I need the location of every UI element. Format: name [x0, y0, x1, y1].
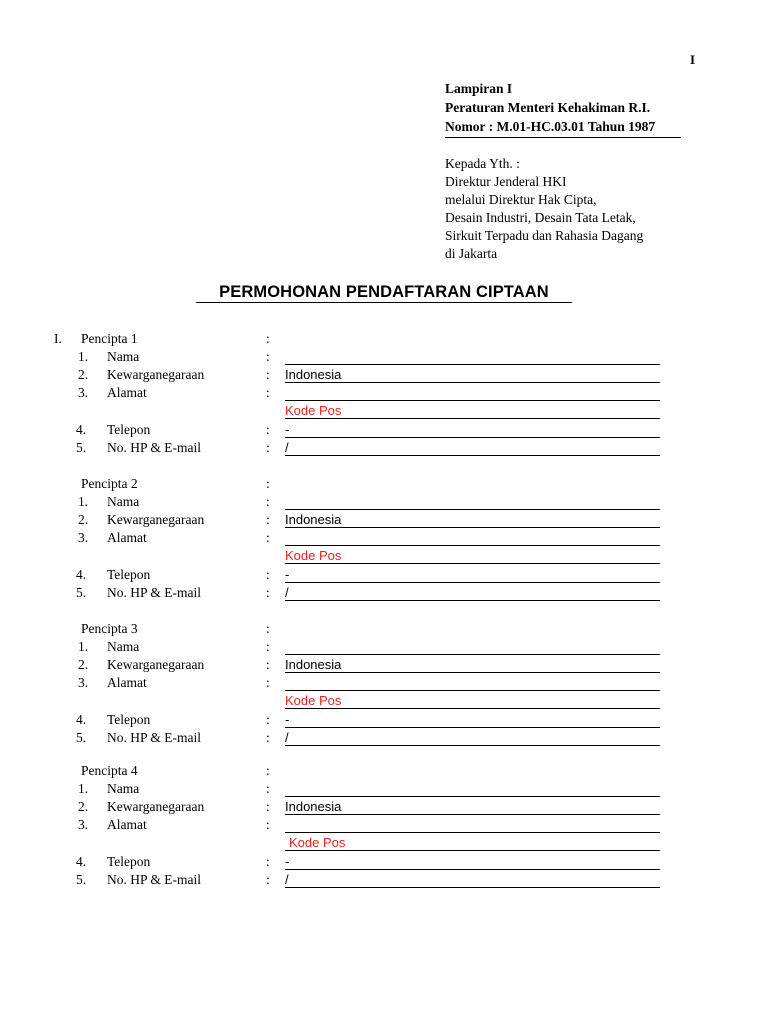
field-label: Alamat [107, 385, 147, 401]
page-number: I [690, 52, 696, 67]
field-number: 2. [78, 799, 89, 815]
colon: : [266, 763, 270, 778]
kepada-line-6: di Jakarta [445, 246, 498, 261]
pencipta-heading: Pencipta 2 [81, 476, 138, 491]
field-number: 1. [78, 494, 89, 510]
field-underline[interactable] [285, 814, 660, 815]
colon: : [266, 621, 270, 636]
field-label: Telepon [107, 853, 151, 869]
field-value: / [285, 729, 289, 745]
field-underline[interactable] [285, 418, 660, 419]
field-label: Nama [107, 494, 140, 510]
lampiran-divider [445, 137, 681, 138]
field-label: Telepon [107, 566, 151, 582]
colon: : [266, 331, 270, 346]
field-number: 3. [78, 385, 89, 401]
kode-pos-label: Kode Pos [285, 693, 342, 709]
field-value: / [285, 584, 289, 600]
colon: : [266, 349, 270, 365]
field-underline[interactable] [285, 437, 660, 438]
colon: : [266, 476, 270, 491]
field-number: 2. [78, 657, 89, 673]
field-label: Alamat [107, 817, 147, 833]
field-underline[interactable] [285, 708, 660, 709]
field-number: 1. [78, 639, 89, 655]
kepada-line-4: Desain Industri, Desain Tata Letak, [445, 210, 636, 225]
pencipta-heading: Pencipta 4 [81, 763, 138, 778]
colon: : [266, 853, 270, 869]
field-number: 5. [76, 871, 87, 887]
kepada-line-1: Kepada Yth. : [445, 156, 520, 171]
field-underline[interactable] [285, 672, 660, 673]
field-label: No. HP & E-mail [107, 584, 201, 600]
colon: : [266, 530, 270, 546]
field-value: Indonesia [285, 657, 342, 673]
lampiran-line-2: Peraturan Menteri Kehakiman R.I. [445, 100, 651, 115]
field-number: 2. [78, 512, 89, 528]
field-number: 5. [76, 729, 87, 745]
field-label: Telepon [107, 421, 151, 437]
field-underline[interactable] [285, 745, 660, 746]
field-underline[interactable] [285, 887, 660, 888]
field-underline[interactable] [285, 563, 660, 564]
lampiran-line-3: Nomor : M.01-HC.03.01 Tahun 1987 [445, 119, 656, 134]
field-number: 4. [76, 566, 87, 582]
colon: : [266, 675, 270, 691]
field-label: Alamat [107, 675, 147, 691]
section-number: I. [54, 331, 62, 346]
field-label: No. HP & E-mail [107, 871, 201, 887]
colon: : [266, 817, 270, 833]
field-underline[interactable] [285, 869, 660, 870]
field-number: 4. [76, 421, 87, 437]
colon: : [266, 711, 270, 727]
field-underline[interactable] [285, 727, 660, 728]
kepada-line-5: Sirkuit Terpadu dan Rahasia Dagang [445, 228, 644, 243]
field-underline[interactable] [285, 654, 660, 655]
lampiran-line-1: Lampiran I [445, 81, 513, 96]
colon: : [266, 657, 270, 673]
colon: : [266, 639, 270, 655]
colon: : [266, 512, 270, 528]
field-number: 4. [76, 853, 87, 869]
field-number: 2. [78, 367, 89, 383]
field-underline[interactable] [285, 850, 660, 851]
field-underline[interactable] [285, 455, 660, 456]
field-label: No. HP & E-mail [107, 439, 201, 455]
kode-pos-label: Kode Pos [289, 835, 346, 851]
field-label: No. HP & E-mail [107, 729, 201, 745]
field-underline[interactable] [285, 545, 660, 546]
field-label: Kewarganegaraan [107, 657, 205, 673]
field-number: 3. [78, 675, 89, 691]
field-underline[interactable] [285, 832, 660, 833]
field-label: Kewarganegaraan [107, 367, 205, 383]
field-underline[interactable] [285, 600, 660, 601]
field-underline[interactable] [285, 382, 660, 383]
colon: : [266, 367, 270, 383]
field-underline[interactable] [285, 690, 660, 691]
kepada-line-3: melalui Direktur Hak Cipta, [445, 192, 597, 207]
kode-pos-label: Kode Pos [285, 548, 342, 564]
field-label: Kewarganegaraan [107, 512, 205, 528]
field-value: Indonesia [285, 367, 342, 383]
document-title: PERMOHONAN PENDAFTARAN CIPTAAN [219, 283, 549, 301]
field-value: Indonesia [285, 799, 342, 815]
pencipta-heading: Pencipta 3 [81, 621, 138, 636]
field-number: 5. [76, 439, 87, 455]
pencipta-heading: Pencipta 1 [81, 331, 138, 346]
field-label: Alamat [107, 530, 147, 546]
colon: : [266, 584, 270, 600]
field-underline[interactable] [285, 364, 660, 365]
field-value: Indonesia [285, 512, 342, 528]
colon: : [266, 421, 270, 437]
field-number: 1. [78, 781, 89, 797]
kepada-line-2: Direktur Jenderal HKI [445, 174, 567, 189]
field-label: Nama [107, 349, 140, 365]
field-value: - [285, 566, 290, 582]
field-number: 3. [78, 817, 89, 833]
field-label: Kewarganegaraan [107, 799, 205, 815]
colon: : [266, 799, 270, 815]
field-value: / [285, 871, 289, 887]
colon: : [266, 439, 270, 455]
field-underline[interactable] [285, 582, 660, 583]
colon: : [266, 781, 270, 797]
field-value: - [285, 853, 290, 869]
colon: : [266, 871, 270, 887]
field-label: Telepon [107, 711, 151, 727]
field-value: / [285, 439, 289, 455]
field-number: 4. [76, 711, 87, 727]
kode-pos-label: Kode Pos [285, 403, 342, 419]
field-value: - [285, 421, 290, 437]
field-underline[interactable] [285, 509, 660, 510]
colon: : [266, 494, 270, 510]
title-underline [196, 302, 572, 303]
field-number: 1. [78, 349, 89, 365]
field-underline[interactable] [285, 527, 660, 528]
field-number: 5. [76, 584, 87, 600]
field-underline[interactable] [285, 400, 660, 401]
field-number: 3. [78, 530, 89, 546]
field-label: Nama [107, 639, 140, 655]
colon: : [266, 566, 270, 582]
field-underline[interactable] [285, 796, 660, 797]
field-label: Nama [107, 781, 140, 797]
field-value: - [285, 711, 290, 727]
colon: : [266, 385, 270, 401]
colon: : [266, 729, 270, 745]
